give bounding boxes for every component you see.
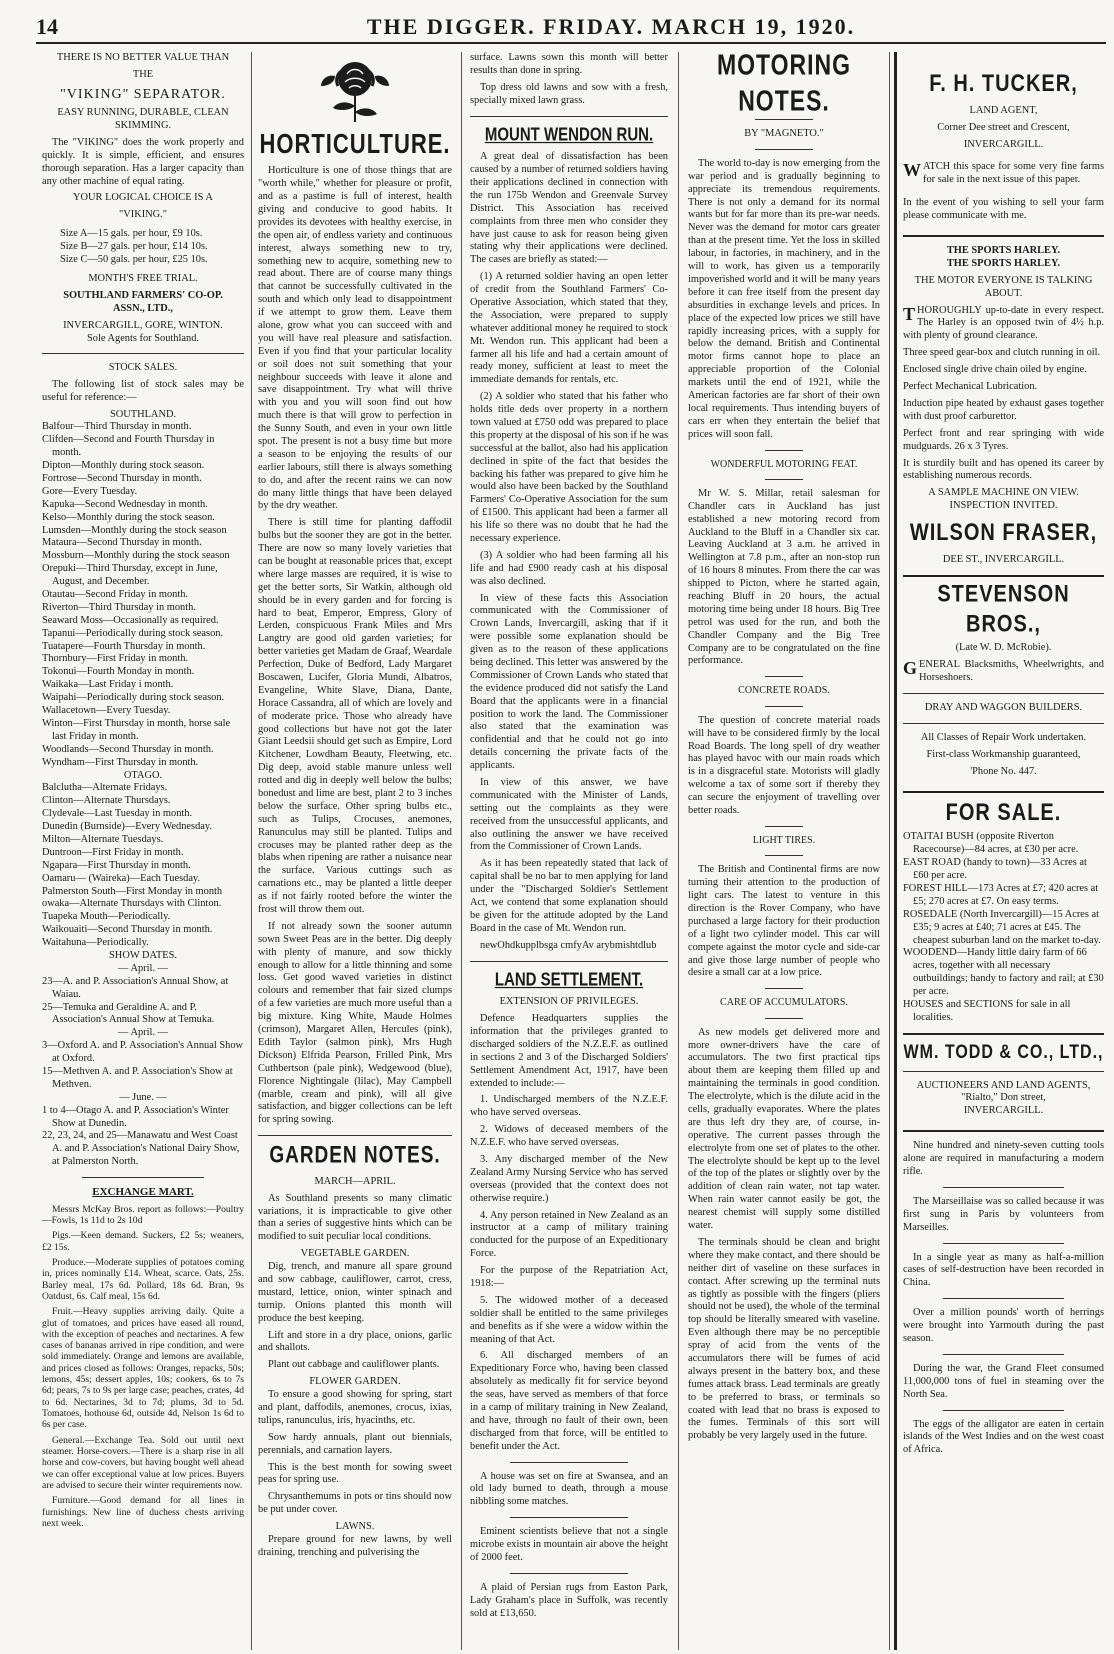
divider bbox=[765, 826, 803, 827]
ad-line: THE bbox=[132, 68, 154, 80]
list-item: Balfour—Third Thursday in month. bbox=[42, 421, 192, 433]
body-text: The question of concrete material roads will have to be considered firmly by the local Road Boards. The long spell of dry weather has played havoc with our main roads which is in a disgraceful state. Motorists will gladly welcome a tax of some sort if thereby they can secure the enjoyment of travelling over better roads. bbox=[688, 714, 880, 816]
dealer-name: WILSON FRASER, bbox=[909, 519, 1098, 547]
list-item: Waikouaiti—Second Thursday in month. bbox=[42, 924, 213, 936]
feature-item: Perfect Mechanical Lubrication. bbox=[903, 381, 1038, 393]
divider bbox=[765, 1018, 803, 1019]
list-item: Orepuki—Third Thursday, except in June, August, and December. bbox=[42, 563, 218, 588]
body-text: Plant out cabbage and cauliflower plants. bbox=[268, 1359, 440, 1371]
list-item: Dipton—Monthly during stock season. bbox=[42, 460, 205, 472]
filler-text: The eggs of the alligator are eaten in certain islands of the West Indies and on the west coast of Africa. bbox=[903, 1418, 1104, 1456]
list-item: Seaward Moss—Occasionally as required. bbox=[42, 614, 219, 626]
feature-list bbox=[903, 347, 1104, 483]
feature-item: Enclosed single drive chain oiled by engine. bbox=[903, 364, 1087, 376]
ad-line: DEE ST., INVERCARGILL. bbox=[942, 553, 1065, 565]
body-text: 5. The widowed mother of a deceased soldier shall be entitled to the same privileges and benefits as if she were a widow within the meaning of that Act. bbox=[470, 1294, 668, 1345]
body-text: 6. All discharged members of an Expeditionary Force who, having been classed absolutely as medically fit for service beyond the seas, have served as members of that force in a camp of military training in New Zealand, and have, through no fault of their own, been discharged from that force, will be entitled to benefit under the Act. bbox=[470, 1350, 668, 1452]
stock-list bbox=[42, 421, 244, 769]
show-list bbox=[42, 1040, 244, 1092]
body-text: As it has been repeatedly stated that lack of capital shall be no bar to men applying for land under the "Discharged Soldier's Settlement Act, we contend that some explanation should be given for the attitude adopted by the Land Board in the case of Mt. Wendon run. bbox=[470, 858, 668, 934]
body-text: Chrysanthemums in pots or tins should now be put under cover. bbox=[258, 1491, 452, 1516]
ad-line: "VIKING." bbox=[118, 209, 168, 221]
body-text: 2. Widows of deceased members of the N.Z.E.F. who have served overseas. bbox=[470, 1124, 668, 1149]
ad-line: First-class Workmanship guaranteed, bbox=[926, 748, 1081, 760]
body-text: If not already sown the sooner autumn sown Sweet Peas are in the better. Dig deeply with plenty of manure, and sow thickly enough to allow for a little thinning and some loss. Get good waved varieties in distinct colours and remember that fair sized clumps of a few varieties are much more useful than a big mixture. King White, Maude Holmes (crimson), Margaret Allen, Hercules (pink), Edith Taylor (salmon pink), Mrs Hugh Dickson) Elfrida Pearson, Frilled Pink, Mrs Cuthbertson (pale pink), Wedgewood (blue), Florence Nightingale (lilac), May Campbell (marble, cream and pink), will all give satisfaction, and bigger collections can be left for spring sowing. bbox=[258, 920, 452, 1126]
feature-item: Perfect front and rear springing with wide mudguards. 26 x 3 Tyres. bbox=[903, 427, 1104, 452]
list-item: Kelso—Monthly during the stock season. bbox=[42, 511, 215, 523]
list-item: Clifden—Second and Fourth Thursday in month. bbox=[42, 434, 215, 459]
feature-item: It is sturdily built and has opened its career by establishing numerous records. bbox=[903, 457, 1104, 482]
region-heading: SOUTHLAND. bbox=[109, 408, 177, 420]
section-heading: SHOW DATES. bbox=[109, 949, 177, 961]
region-heading: OTAGO. bbox=[123, 769, 163, 781]
list-item: Waitahuna—Periodically. bbox=[42, 937, 149, 949]
body-text: (2) A soldier who stated that his father who holds title deds over property in a northern town valued at £750 odd was prepared to place this property at the disposal of his son if he was successful at the ballot, also had his application declined in spite of the fact that besides the backing his father was prepared to give him he would also have been backed by the Southland Farmers' Co-Operative Association for the sum of £1500. This applicant had been a farmer all his life so there was no doubt that he had the necessary experience. bbox=[470, 391, 668, 544]
list-item: Gore—Every Tuesday. bbox=[42, 485, 138, 497]
list-item: Palmerston South—First Monday in month bbox=[42, 885, 223, 897]
ad-line: INVERCARGILL, GORE, WINTON. bbox=[63, 319, 223, 331]
list-item: Wyndham—First Thursday in month. bbox=[42, 756, 199, 768]
ad-line: EASY RUNNING, DURABLE, CLEAN SKIMMING. bbox=[57, 107, 229, 132]
body-text: Top dress old lawns and sow with a fresh, specially mixed lawn grass. bbox=[470, 81, 668, 106]
list-item: 23—A. and P. Association's Annual Show, at Waiau. bbox=[42, 975, 229, 1000]
property-list bbox=[903, 831, 1104, 1024]
article-body bbox=[470, 151, 668, 952]
report-paragraph: Pigs.—Keen demand. Suckers, £2 5s; weaners, £2 15s. bbox=[42, 1230, 244, 1253]
month-heading: — April. — bbox=[118, 962, 168, 974]
property-item: OTAITAI BUSH (opposite Riverton Racecourse)—84 acres, at £30 per acre. bbox=[903, 831, 1079, 856]
filler-text: A plaid of Persian rugs from Easton Park, Lady Graham's place in Suffolk, was recently sold at £13,650. bbox=[470, 1581, 668, 1619]
report-paragraph: Furniture.—Good demand for all lines in furnishings. New line of duchess chests arriving next week. bbox=[42, 1495, 244, 1529]
section-title: GARDEN NOTES. bbox=[269, 1142, 441, 1169]
ad-line: INVERCARGILL. bbox=[963, 138, 1044, 150]
list-item: Dunedin (Burnside)—Every Wednesday. bbox=[42, 821, 212, 833]
ad-headline: FOR SALE. bbox=[945, 799, 1062, 826]
body-text: Dig, trench, and manure all spare ground and sow cabbage, cauliflower, carrot, cress, mustard, lettice, onion, winter spinach and turnip. Onions planted this month will produce the best keeping. bbox=[258, 1261, 452, 1324]
column-rule bbox=[251, 52, 252, 1650]
body-text: There is still time for planting daffodil bulbs but the sooner they are got in the better. There are now so many lovely varieties that can be bought at reasonable prices that, except where large masses are required, it is wise to get the better sorts, Sir Watkin, although old should be in every garden and for forcing is hard to beat, Emperor, Empress, Glory of Lerden, conspicuous Frank Miles and Mrs Langtry are good old garden varieties; for better varieties get Madam de Graaf, Weardale Perfection, Duke of Bedford, Lady Margaret Boscawen, Lucifer, Gloria Mundi, Albatros, Evangeline, White Slave, Diana, Dante, Horace Cassandra, all of which are lovely and of moderate price. Those who already have good collections but have not got the later Giant Leedsii should get such as Empire, Lord Kitchener, Lowdham Beauty, Fleetwing, etc. Dig deep, avoid stable manure unless well rotted and dig in deeply well below the bulbs; bonedust and lime are best, plant 2 to 3 inches below the surface. Other spring bulbs etc., such as Tulips, Crocuses, anemones, Ranunculus may still be planted. Tulips and crocuses may be planted rather deep as the blabs when ripening are rather a nuisance near the surface. Various cuttings such as carnations etc., may be planted a little deeper as if not fairly rooted before the winter the frost will throw them out. bbox=[258, 517, 452, 916]
body-text: To ensure a good showing for spring, start and plant, daffodils, anemones, crocus, ixias, tulips, ranunculus, iris, hyacinths, etc. bbox=[258, 1389, 452, 1426]
exchange-report bbox=[42, 1204, 244, 1529]
body-text: Defence Headquarters supplies the information that the privileges granted to discharged soldiers of the N.Z.E.F. as outlined in sections 2 and 3 of the Discharged Soldiers' Settlement Amendment Act, 1917, have been extended to include:— bbox=[470, 1013, 668, 1089]
report-paragraph: General.—Exchange Tea. Sold out until next steamer. Horse-covers.—There is a sharp rise in all horse and cow-covers, but having bought well ahead we can offer exceptional value at low prices. Buyers are advised to secure their winter requirements now. bbox=[42, 1434, 244, 1491]
filler-text: Eminent scientists believe that not a single microbe exists in mountain air above the height of 2000 feet. bbox=[470, 1526, 668, 1564]
list-item: 22, 23, 24, and 25—Manawatu and West Coast A. and P. Association's National Dairy Show, at Palmerston North. bbox=[42, 1130, 240, 1168]
body-text: Lift and store in a dry place, onions, garlic and shallots. bbox=[258, 1329, 452, 1354]
column-4 bbox=[684, 52, 884, 1650]
filler-text: In a single year as many as half-a-million cases of self-destruction have been recorded in China. bbox=[903, 1251, 1104, 1289]
list-item: Tapanui—Periodically during stock season. bbox=[42, 627, 224, 639]
price-line: Size A—15 gals. per hour, £9 10s. bbox=[60, 228, 203, 240]
feature-item: Three speed gear-box and clutch running in oil. bbox=[903, 347, 1101, 359]
column-rule bbox=[678, 52, 679, 1650]
ad-headline: THE SPORTS HARLEY. bbox=[946, 257, 1061, 269]
list-item: Tuapeka Mouth—Periodically. bbox=[42, 911, 171, 923]
list-item: Duntroon—First Friday in month. bbox=[42, 846, 184, 858]
subheading: WONDERFUL MOTORING FEAT. bbox=[710, 458, 858, 470]
list-item: Winton—First Thursday in month, horse sale last Friday in month. bbox=[42, 717, 231, 742]
price-line: Size C—50 gals. per hour, £25 10s. bbox=[60, 254, 208, 266]
list-item: Otautau—Second Friday in month. bbox=[42, 589, 189, 601]
ad-line: INVERCARGILL. bbox=[963, 1105, 1044, 1117]
divider bbox=[258, 1135, 452, 1136]
list-item: Waipahi—Periodically during stock season. bbox=[42, 692, 225, 704]
ad-line: LAND AGENT, bbox=[969, 104, 1038, 116]
property-item: ROSEDALE (North Invercargill)—15 Acres at £35; 9 acres at £40; 71 acres at £45. The cheapest suburban land on the market to-day. bbox=[903, 908, 1101, 946]
body-text: For the purpose of the Repatriation Act, 1918:— bbox=[470, 1265, 668, 1289]
list-item: Lumsden—Monthly during the stock season bbox=[42, 524, 227, 536]
property-item: WOODEND—Handy little dairy farm of 66 acres, together with all necessary outbuildings; handy to factory and rail; at £30 per acre. bbox=[903, 947, 1104, 998]
subheading: LIGHT TIRES. bbox=[752, 834, 816, 846]
property-item: FOREST HILL—173 Acres at £7; 420 acres at £5; 270 acres at £7. On easy terms. bbox=[903, 882, 1099, 907]
body-text: The following list of stock sales may be useful for reference:— bbox=[42, 378, 244, 403]
body-text: The terminals should be clean and bright where they make contact, and there should be neither dirt of vaseline on these surfaces in contact. After screwing up the terminal nuts as tightly as possible with the fingers (pliers should not be used), the whole of the terminal top should be literally smeared with vaseline. Even although there may be no perceptible spray of acid from the vents of the accumulators there will be fumes of acid always present in the battery box, and these fumes attack brass. Lead terminals are greatly to be preferred to brass, or terminals so coated with lead that no brass is exposed to the fumes. Terminals of this sort will probably be very largely used in the future. bbox=[688, 1236, 880, 1442]
subheading: LAWNS. bbox=[335, 1521, 375, 1533]
ad-line: "Rialto," Don street, bbox=[961, 1092, 1046, 1104]
section-title: MOTORING NOTES. bbox=[716, 52, 852, 117]
ad-line: ASSN., LTD., bbox=[113, 302, 173, 314]
ad-body: In the event of you wishing to sell your farm please communicate with me. bbox=[903, 197, 1104, 222]
filler-text: The Marseillaise was so called because it was first sung in Paris by volunteers from Marseilles. bbox=[903, 1195, 1104, 1233]
divider bbox=[903, 693, 1104, 694]
section-heading: EXCHANGE MART. bbox=[92, 1186, 194, 1199]
divider bbox=[765, 479, 803, 480]
price-line: Size B—27 gals. per hour, £14 10s. bbox=[60, 241, 208, 253]
filler-text: Over a million pounds' worth of herrings were brought into Yarmouth during the past season. bbox=[903, 1307, 1104, 1345]
divider bbox=[510, 1573, 629, 1574]
list-item: Milton—Alternate Tuesdays. bbox=[42, 833, 164, 845]
body-text: The world to-day is now emerging from the war period and is gradually beginning to appreciate its tremendous requirements. There is not only a demand for its normal wants but for far more than its pre-war needs. Never was the demand for motor cars greater than at the present time. Yet the loss in skilled labour, in factories, in machinery, and in the will to work, has given us a temporarily impoverished world and it will be many years before it can free itself from the present day absurdities in exchange levels and prices. In place of the expected low prices we still have rapidly increasing prices, with a supply for below the demand. British and Continental motor firms cannot hope to place an appreciable proportion of the Colonial markets until the end of 1921, while the American factories are far short of their own local requirements. Thus intending buyers of cars err when they entertain the belief that prices will soon fall. bbox=[688, 157, 880, 440]
column-rule bbox=[461, 52, 462, 1650]
divider bbox=[42, 353, 244, 354]
list-item: Tuatapere—Fourth Thursday in month. bbox=[42, 640, 206, 652]
list-item: Kapuka—Second Wednesday in month. bbox=[42, 498, 208, 510]
subheading: FLOWER GARDEN. bbox=[309, 1376, 401, 1388]
body-text: In view of these facts this Association communicated with the Commissioner of Crown Lands, Invercargill, asking that if it were possible some explanation should be given as to the reason of these applications being declined. This letter was answered by the Commissioner of Crown Lands who stated that the evidence produced did not satisfy the Land Board that the applicants were in a financial position to work the land. The Commissioner also stated that the examination was confidential and that he could not go into details concerning the private facts of the applicants. bbox=[470, 592, 668, 772]
section-title: HORTICULTURE. bbox=[259, 127, 451, 160]
divider bbox=[943, 1243, 1064, 1244]
ad-line: THERE IS NO BETTER VALUE THAN bbox=[56, 52, 230, 63]
rose-illustration-icon bbox=[315, 54, 395, 124]
for-sale-ad bbox=[903, 801, 1104, 1035]
list-item: owaka—Alternate Thursdays with Clinton. bbox=[42, 898, 222, 910]
property-item: HOUSES and SECTIONS for sale in all localities. bbox=[903, 998, 1071, 1023]
ad-line: Corner Dee street and Crescent, bbox=[937, 121, 1070, 133]
subtitle: EXTENSION OF PRIVILEGES. bbox=[499, 996, 639, 1008]
divider bbox=[765, 855, 803, 856]
subheading: CONCRETE ROADS. bbox=[738, 685, 830, 697]
ad-headline: "VIKING" SEPARATOR. bbox=[60, 86, 226, 102]
body-text: (1) A returned soldier having an open letter of credit from the Southland Farmers' Co-Operative Association, which stated that they, the Association, were prepared to supply whatever additional money he required to stock Mt. Wendon run. This applicant had been a farmer all his life and had a certain amount of ready money, sufficient at least to meet the immediate demands for rentals, etc. bbox=[470, 271, 668, 386]
list-item: Clydevale—Last Tuesday in month. bbox=[42, 808, 193, 820]
harley-ad bbox=[903, 245, 1104, 577]
divider bbox=[510, 1462, 629, 1463]
ad-line: All Classes of Repair Work undertaken. bbox=[920, 731, 1087, 743]
list-item: Oamaru— (Waireka)—Each Tuesday. bbox=[42, 872, 201, 884]
ad-body: THOROUGHLY up-to-date in every respect. The Harley is an opposed twin of 4½ h.p. with plenty of ground clearance. bbox=[903, 303, 1104, 342]
list-item: 25—Temuka and Geraldine A. and P. Association's Annual Show at Temuka. bbox=[42, 1001, 215, 1026]
column-rule bbox=[889, 52, 890, 1650]
list-item: Ngapara—First Thursday in month. bbox=[42, 859, 191, 871]
divider bbox=[943, 1410, 1064, 1411]
ad-line: MONTH'S FREE TRIAL. bbox=[88, 272, 198, 284]
section-title: LAND SETTLEMENT. bbox=[494, 969, 644, 991]
body-text: Mr W. S. Millar, retail salesman for Chandler cars in Auckland has just established a new motoring record from Auckland to the Bluff in a Chandler six car. Leaving Auckland at 3 a.m. he arrived in Wellington at 7.8 p.m., after an non-stop run of 16 hours 8 minutes. From there the car was shipped to Picton, where he started again, reaching Bluff in 20 hours, the actual motoring time being under 18 hours. Big Tree petrol was used for the run, and both the Chandler Company and the Big Tree Company are to be congratulated on the fine performance. bbox=[688, 487, 880, 667]
show-list bbox=[42, 976, 244, 1028]
ad-line: 'Phone No. 447. bbox=[970, 765, 1037, 777]
list-item: Balclutha—Alternate Fridays. bbox=[42, 782, 168, 794]
list-item: Tokonui—Fourth Monday in month. bbox=[42, 666, 195, 678]
stock-list bbox=[42, 782, 244, 950]
body-text: surface. Lawns sown this month will better results than done in spring. bbox=[470, 52, 668, 76]
list-item: Wallacetown—Every Tuesday. bbox=[42, 705, 171, 717]
ad-line: DRAY AND WAGGON BUILDERS. bbox=[924, 702, 1083, 714]
byline: BY "MAGNETO." bbox=[744, 128, 824, 140]
list-item: Mataura—Second Thursday in month. bbox=[42, 537, 202, 549]
divider bbox=[755, 149, 813, 150]
body-text: newOhdkupplbsga cmfyAv arybmishtdlub bbox=[480, 939, 657, 951]
article-body bbox=[470, 1013, 668, 1454]
divider bbox=[765, 676, 803, 677]
ad-line: YOUR LOGICAL CHOICE IS A bbox=[73, 192, 213, 204]
list-item: Clinton—Alternate Thursdays. bbox=[42, 795, 171, 807]
body-text: Prepare ground for new lawns, by well draining, trenching and pulverising the bbox=[258, 1533, 452, 1558]
filler-text: A house was set on fire at Swansea, and an old lady burned to death, through a mouse nibbling some matches. bbox=[470, 1470, 668, 1508]
report-paragraph: Fruit.—Heavy supplies arriving daily. Quite a glut of tomatoes, and prices have eased all round, with the exception of peaches and nectarines. A few cases of bananas arrived in ripe condition, and were sold immediately. Orange and lemons are available, and prices closed as follows: Oranges, repacks, 50s; lemons, 45s; dessert apples, 10s; cookers, 6s to 7s 6d; pears, 7s to 9s per large case; peaches, crates, 4d to 6d. Nectarines, 3d to 7d; plums, 3d to 5d. Tomatoes, hothouse 6d, outside 4d, Nelson 1s 6d to 6s per case. bbox=[42, 1306, 244, 1431]
ad-line: AUCTIONEERS AND LAND AGENTS, bbox=[916, 1079, 1091, 1091]
month-heading: — April. — bbox=[118, 1027, 168, 1039]
list-item: Waikaka—Last Friday i month. bbox=[42, 679, 174, 691]
ad-headline: STEVENSON BROS., bbox=[937, 580, 1070, 638]
month-heading: — June. — bbox=[119, 1091, 167, 1103]
body-text: 3. Any discharged member of the New Zealand Army Nursing Service who has served overseas (provided that the context does not otherwise require.) bbox=[470, 1153, 668, 1204]
body-text: As Southland presents so many climatic variations, it is impracticable to give other than a series of suggestive hints which can be modified to suit peculiar local conditions. bbox=[258, 1192, 452, 1243]
column-5 bbox=[894, 52, 1108, 1650]
filler-text: Nine hundred and ninety-seven cutting tools alone are required in manufacturing a modern rifle. bbox=[903, 1140, 1104, 1178]
body-text: Horticulture is one of those things that are "worth while," whether for pleasure or profit, and as a pastime is full of interest, health giving and conducive to good habits. It provides its devotees with healthy exercise, in the open air, of endless variety and continuous interest, always something new to try, something new to acquire, something new to read about. There are of course many things that cannot be successfully cultivated in the south and which only lead to disappointment if we attempt to grow them. Leave them alone, grow what you can succeed with and you will have real pleasure and satisfaction. Even if you find that your particular locality or soil does not suit something that your neighbour succeeds with leave it alone and save disappointment. Try what will thrive with you and you will soon find out how much there is that will grow to perfection in the Sunny South, and even in your own little spot. The present is not a busy time but more a season to be enjoying the results of our earlier labours, still there is always something to do, and after the recent rains we can now do many little things that have been delayed by the dry weather. bbox=[258, 165, 452, 512]
filler-text: During the war, the Grand Fleet consumed 11,000,000 tons of fuel in steaming over the North Sea. bbox=[903, 1362, 1104, 1400]
ad-line: Sole Agents for Southland. bbox=[87, 332, 199, 344]
feature-item: Induction pipe heated by exhaust gases together with dust proof carburettor. bbox=[903, 397, 1104, 422]
ad-line: (Late W. D. McRobie). bbox=[955, 642, 1052, 654]
column-1 bbox=[38, 52, 248, 1650]
list-item: Fortrose—Second Thursday in month. bbox=[42, 473, 202, 485]
divider bbox=[943, 1354, 1064, 1355]
filler-list bbox=[903, 1140, 1104, 1457]
stevenson-ad bbox=[903, 580, 1104, 793]
section-title: MOUNT WENDON RUN. bbox=[484, 124, 654, 146]
list-item: 15—Methven A. and P. Association's Show at Methven. bbox=[42, 1065, 233, 1090]
divider bbox=[765, 450, 803, 451]
divider bbox=[82, 1177, 203, 1178]
divider bbox=[943, 1187, 1064, 1188]
body-text: Sow hardy annuals, plant out biennials, perennials, and carnation layers. bbox=[258, 1431, 452, 1456]
list-item: Woodlands—Second Thursday in month. bbox=[42, 743, 214, 755]
ad-body: WATCH this space for some very fine farms for sale in the next issue of this paper. bbox=[903, 160, 1104, 186]
masthead bbox=[36, 14, 1106, 44]
ad-body: GENERAL Blacksmiths, Wheelwrights, and Horseshoers. bbox=[903, 658, 1104, 684]
divider bbox=[510, 1517, 629, 1518]
divider bbox=[903, 723, 1104, 724]
list-item: 1 to 4—Otago A. and P. Association's Winter Show at Dunedin. bbox=[42, 1104, 229, 1129]
column-3 bbox=[466, 52, 672, 1650]
divider bbox=[903, 1071, 1104, 1072]
list-item: 3—Oxford A. and P. Association's Annual Show at Oxford. bbox=[42, 1040, 244, 1065]
subheading: CARE OF ACCUMULATORS. bbox=[720, 997, 848, 1009]
body-text: 4. Any person retained in New Zealand as an instructor at a camp of military training conducted for the purpose of an Expeditionary Force. bbox=[470, 1209, 668, 1260]
report-paragraph: Messrs McKay Bros. report as follows:—Poultry—Fowls, 1s 11d to 2s 10d bbox=[42, 1203, 244, 1227]
ad-body: The "VIKING" does the work properly and quickly. It is simple, efficient, and ensures thorough separation. Has a larger capacity than any other machine of equal rating. bbox=[42, 136, 244, 187]
body-text: As new models get delivered more and more owner-drivers have the care of accumulators. The two first practical tips about them are keeping them filled up and maintaining the terminals in good condition. The electrolyte, which is the dilute acid in the cells, gradually evaporates. Where the plates are thus left dry they are, of course, in-operative. The current passes through the electrolyte from one set of plates to the other. The electrolyte should be kept up to the level of the top of the plates or slightly over by the addition of clean rain water, not tap water. When rain water cannot easily be got, the nearest chemist will supply some distilled water. bbox=[688, 1026, 880, 1232]
report-paragraph: Produce.—Moderate supplies of potatoes coming in, prices nominally £14. Wheat, scarce. Oats, 25s. Barley meal, 17s 6d. Pollard, 18s 6d. Bran, 9s Oatdust, 6s. Calf meal, 15s 6d. bbox=[42, 1256, 244, 1302]
page-number: 14 bbox=[36, 14, 58, 39]
divider bbox=[755, 119, 813, 120]
section-heading: STOCK SALES. bbox=[108, 362, 178, 374]
ad-headline: F. H. TUCKER, bbox=[929, 70, 1078, 98]
list-item: Mossburn—Monthly during the stock season bbox=[42, 550, 230, 562]
subheading: VEGETABLE GARDEN. bbox=[300, 1248, 410, 1260]
body-text: A great deal of dissatisfaction has been caused by a number of returned soldiers having their applications declined in connection with the run 175b Wendon and Greenvale Survey District. This Association has received complaints from three men who consider they have just cause to ask for reason being given stating why their applications were declined. The cases are briefly as stated:— bbox=[470, 151, 668, 266]
divider bbox=[943, 1298, 1064, 1299]
ad-line: THE MOTOR EVERYONE IS TALKING ABOUT. bbox=[914, 274, 1093, 299]
show-list bbox=[42, 1105, 244, 1169]
ad-headline: THE SPORTS HARLEY. bbox=[946, 245, 1061, 257]
tucker-ad bbox=[903, 72, 1104, 237]
body-text: In view of this answer, we have communicated with the Minister of Lands, setting out the complaints as they were received from the unsuccessful applicants, and also outlining the answer we have received from the Commissioner of Crown Lands. bbox=[470, 777, 668, 853]
newspaper-title: THE DIGGER. FRIDAY. MARCH 19, 1920. bbox=[366, 14, 856, 39]
body-text: The British and Continental firms are now turning their attention to the production of light cars. The latest to venture in this direction is the Rover Company, who have purchased a large factory for their production of a light two cylinder model. This car will compete against the motor cycle and side-car and give those large number of people who desire a small car at a low price. bbox=[688, 864, 880, 979]
body-text: 1. Undischarged members of the N.Z.E.F. who have served overseas. bbox=[470, 1094, 668, 1119]
viking-ad bbox=[42, 52, 244, 345]
subtitle: MARCH—APRIL. bbox=[314, 1175, 396, 1187]
column-2 bbox=[254, 52, 456, 1650]
list-item: Thornbury—First Friday in month. bbox=[42, 653, 189, 665]
divider bbox=[470, 961, 668, 962]
list-item: Riverton—Third Thursday in month. bbox=[42, 601, 196, 613]
todd-ad bbox=[903, 1043, 1104, 1133]
body-text: (3) A soldier who had been farming all his life and had £900 ready cash at his disposal was also declined. bbox=[470, 549, 668, 587]
property-item: EAST ROAD (handy to town)—33 Acres at £60 per acre. bbox=[903, 857, 1087, 882]
divider bbox=[765, 706, 803, 707]
divider bbox=[470, 116, 668, 117]
ad-headline: WM. TODD & CO., LTD., bbox=[903, 1041, 1104, 1063]
ad-line: SOUTHLAND FARMERS' CO-OP. bbox=[63, 289, 223, 301]
divider bbox=[765, 988, 803, 989]
body-text: This is the best month for sowing sweet peas for spring use. bbox=[258, 1461, 452, 1486]
ad-line: A SAMPLE MACHINE ON VIEW. INSPECTION INVITED. bbox=[928, 487, 1079, 512]
